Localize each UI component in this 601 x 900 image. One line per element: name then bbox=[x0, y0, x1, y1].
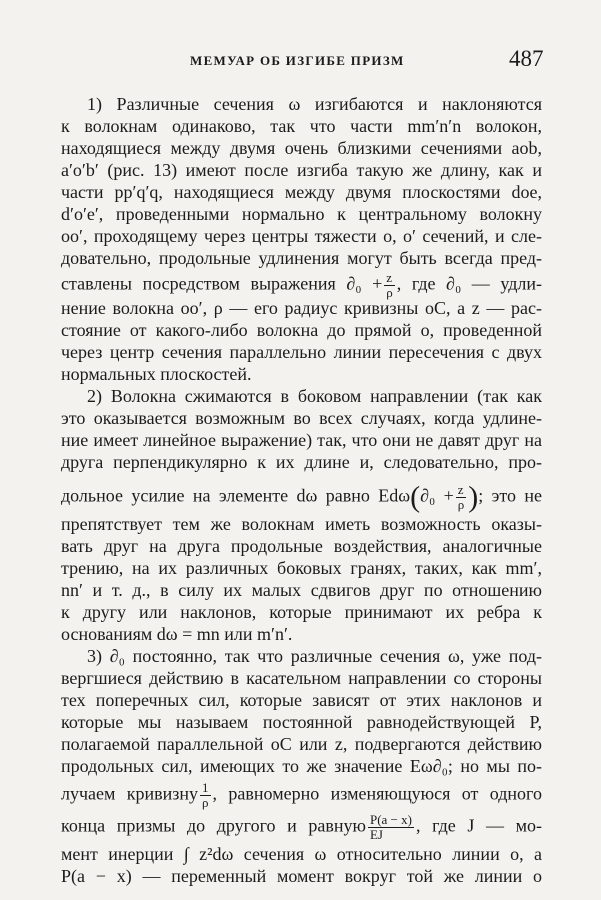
formula-line bbox=[61, 271, 542, 300]
text-line: трению, на их различных боковых гранях, таких, как mm′, bbox=[61, 558, 542, 578]
formula-text: ∂₀ + bbox=[420, 485, 454, 506]
fraction bbox=[368, 813, 414, 842]
text-line: P(a − x) — переменный момент вокруг той же линии o bbox=[61, 866, 542, 886]
text-line: d′o′e′, проведенными нормально к центральному волокну bbox=[61, 204, 542, 224]
text-line: oo′, проходящему через центры тяжести o, o′ сечений, и сле- bbox=[61, 226, 542, 246]
text-line: друга перпендикулярно к их длине и, следовательно, про- bbox=[61, 452, 542, 472]
formula-text: дольное усилие на элементе dω равно Edω bbox=[61, 485, 411, 506]
text-line: мент инерции ∫ z²dω сечения ω относительно линии o, а bbox=[61, 844, 542, 864]
text-line: nn′ и т. д., в силу их малых сдвигов друг по отношению bbox=[61, 580, 542, 600]
formula-text: ставлены посредством выражения ∂₀ + bbox=[61, 273, 383, 294]
fraction bbox=[200, 781, 211, 810]
formula-text: , равномерно изменяющуюся от одного bbox=[212, 783, 542, 804]
formula-text: ; это не bbox=[478, 485, 542, 506]
text-line: препятствует тем же волокнам иметь возможность оказы- bbox=[61, 514, 542, 534]
text-line: полагаемой параллельной oC или z, подвергаются действию bbox=[61, 734, 542, 754]
text-line: которые мы называем постоянной равнодействующей P, bbox=[61, 712, 542, 732]
text-line: продольных сил, имеющих то же значение Eω∂₀; но мы по- bbox=[61, 756, 542, 776]
fraction-numerator: z bbox=[384, 271, 395, 286]
text-line: основаниям dω = mn или m′n′. bbox=[61, 624, 293, 644]
text-line: тех поперечных сил, которые зависят от этих наклонов и bbox=[61, 690, 542, 710]
text-line: 3) ∂₀ постоянно, так что различные сечения ω, уже под- bbox=[87, 646, 542, 666]
text-line: части pp′q′q, находящиеся между двумя плоскостями doe, bbox=[61, 182, 542, 202]
formula-line bbox=[61, 813, 542, 842]
text-line: нормальных плоскостей. bbox=[61, 364, 252, 384]
text-line: через центр сечения параллельно линии пересечения c двух bbox=[61, 342, 542, 362]
fraction-numerator: 1 bbox=[202, 780, 209, 795]
fraction-denominator: ρ bbox=[457, 497, 465, 512]
formula-text: , где J — мо- bbox=[415, 815, 542, 836]
text-line: 1) Различные сечения ω изгибаются и наклоняются bbox=[87, 94, 542, 114]
text-line: вергшиеся действию в касательном направлении со стороны bbox=[61, 668, 542, 688]
fraction-denominator: EJ bbox=[369, 827, 383, 842]
formula-text: конца призмы до другого и равную bbox=[61, 815, 366, 836]
fraction-numerator: P(a − x) bbox=[369, 812, 412, 827]
text-line: к другу или наклонов, которые принимают их ребра к bbox=[61, 602, 542, 622]
text-line: это оказывается возможным во всех случаях, когда удлине- bbox=[61, 408, 542, 428]
text-line: находящиеся между двумя очень близкими сечениями aob, bbox=[61, 138, 542, 158]
page-number: 487 bbox=[509, 46, 544, 71]
running-title: МЕМУАР ОБ ИЗГИБЕ ПРИЗМ bbox=[190, 53, 405, 68]
formula-text: лучаем кривизну bbox=[61, 783, 199, 804]
fraction bbox=[456, 483, 467, 512]
fraction-numerator: z bbox=[456, 483, 467, 498]
formula-text: , где ∂₀ — удли- bbox=[396, 273, 543, 294]
fraction bbox=[384, 271, 395, 300]
text-line: 2) Волокна сжимаются в боковом направлении (так как bbox=[87, 386, 542, 406]
text-line: a′o′b′ (рис. 13) имеют после изгиба такую же длину, как и bbox=[61, 160, 542, 180]
formula-line: дольное усилие на элементе dω равно Edω(∂₀ + $\frac{z}{\rho}$ ); это не bbox=[61, 480, 542, 514]
text-line: стояние от какого-либо волокна до прямой o, проведенной bbox=[61, 320, 542, 340]
text-line: к волокнам одинаково, так что части mm′n′n волокон, bbox=[61, 116, 542, 136]
text-line: ние имеет линейное выражение) так, что они не давят друг на bbox=[61, 430, 542, 450]
text-line: довательно, продольные удлинения могут быть всегда пред- bbox=[61, 248, 542, 268]
text-line: вать друг на друга продольные воздействия, аналогичные bbox=[61, 536, 542, 556]
text-line: нение волокна oo′, ρ — его радиус кривизны oC, а z — рас- bbox=[61, 298, 542, 318]
fraction-denominator: ρ bbox=[202, 795, 209, 810]
fraction-denominator: ρ bbox=[386, 285, 393, 300]
formula-line bbox=[61, 781, 542, 810]
